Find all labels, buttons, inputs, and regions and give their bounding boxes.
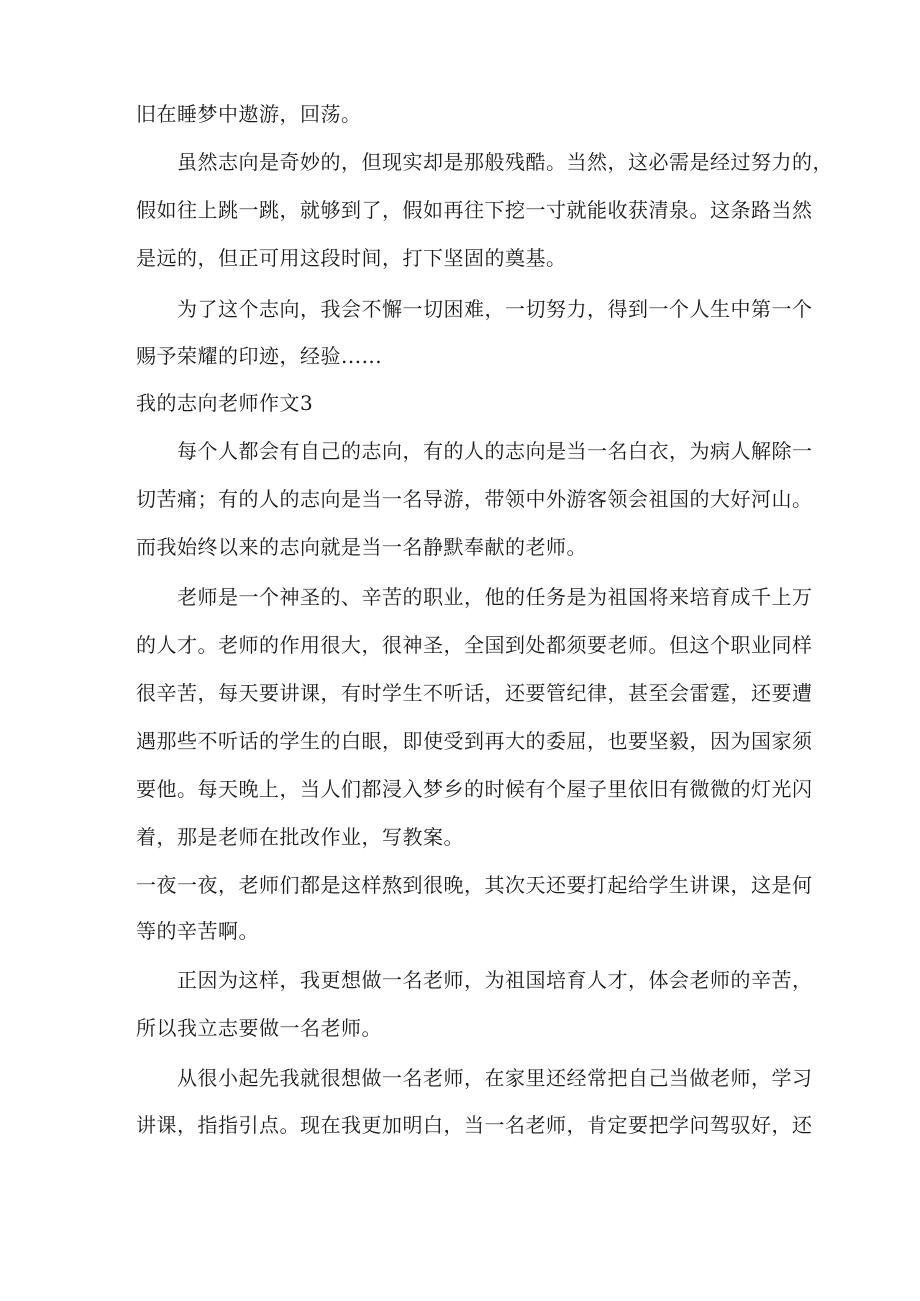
text-line-19: 正因为这样，我更想做一名老师，为祖国培育人才，体会老师的辛苦， [177, 968, 813, 992]
text-line-20: 所以我立志要做一名老师。 [136, 1016, 382, 1040]
text-line-12: 的人才。老师的作用很大，很神圣，全国到处都须要老师。但这个职业同样 [136, 633, 813, 657]
text-line-1: 旧在睡梦中遨游，回荡。 [136, 102, 362, 126]
text-line-13: 很辛苦，每天要讲课，有时学生不听话，还要管纪律，甚至会雷霆，还要遭 [136, 681, 813, 705]
text-line-18: 等的辛苦啊。 [136, 919, 259, 943]
text-line-16: 着，那是老师在批改作业，写教案。 [136, 825, 464, 849]
text-line-15: 要他。每天晚上，当人们都浸入梦乡的时候有个屋子里依旧有微微的灯光闪 [136, 777, 813, 801]
text-line-9: 切苦痛；有的人的志向是当一名导游，带领中外游客领会祖国的大好河山。 [136, 487, 813, 511]
text-line-21: 从很小起先我就很想做一名老师，在家里还经常把自己当做老师，学习 [177, 1066, 813, 1090]
text-line-4: 是远的，但正可用这段时间，打下坚固的奠基。 [136, 246, 567, 270]
text-line-11: 老师是一个神圣的、辛苦的职业，他的任务是为祖国将来培育成千上万 [177, 585, 813, 609]
text-line-6: 赐予荣耀的印迹，经验...... [136, 344, 383, 368]
section-heading: 我的志向老师作文3 [136, 391, 314, 415]
text-line-22: 讲课，指指引点。现在我更加明白，当一名老师，肯定要把学问驾驭好，还 [136, 1113, 813, 1137]
text-line-5: 为了这个志向，我会不懈一切困难，一切努力，得到一个人生中第一个 [177, 297, 813, 321]
text-line-8: 每个人都会有自己的志向，有的人的志向是当一名白衣，为病人解除一 [177, 439, 813, 463]
text-line-10: 而我始终以来的志向就是当一名静默奉献的老师。 [136, 535, 587, 559]
text-line-2: 虽然志向是奇妙的，但现实却是那般残酷。当然，这必需是经过努力的， [177, 150, 833, 174]
text-line-3: 假如往上跳一跳，就够到了，假如再往下挖一寸就能收获清泉。这条路当然 [136, 198, 813, 222]
text-line-14: 遇那些不听话的学生的白眼，即使受到再大的委屈，也要坚毅，因为国家须 [136, 729, 813, 753]
text-line-17: 一夜一夜，老师们都是这样熬到很晚，其次天还要打起给学生讲课，这是何 [136, 873, 813, 897]
